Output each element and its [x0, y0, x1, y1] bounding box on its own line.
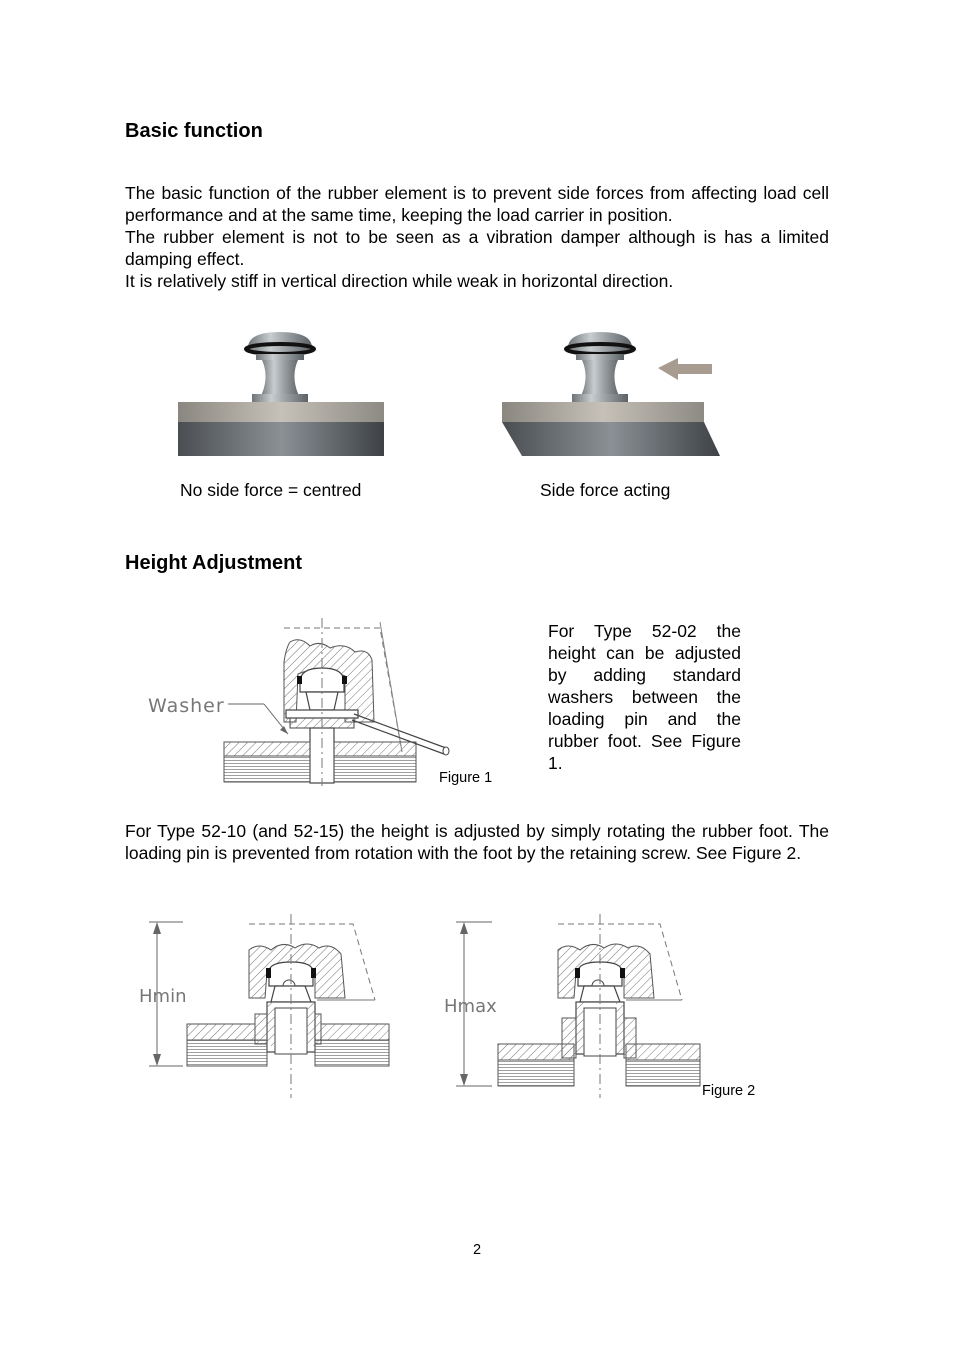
- caption-side-force: Side force acting: [540, 480, 671, 500]
- image-foot-centred: [176, 328, 386, 458]
- caption-no-side-force: No side force = centred: [180, 480, 362, 500]
- paragraph: The rubber element is not to be seen as a vibration damper although is has a limited damping effect.: [125, 227, 829, 269]
- paragraph: It is relatively stiff in vertical direction while weak in horizontal direction.: [125, 271, 674, 291]
- hmin-label: Hmin: [139, 986, 187, 1007]
- figure-2-label: Figure 2: [702, 1083, 756, 1099]
- image-foot-side-force: [498, 328, 728, 458]
- paragraph: The basic function of the rubber element is to prevent side forces from affecting load cell performance and at the same time, keeping the load carrier in position.: [125, 183, 829, 225]
- washer-label: Washer: [148, 695, 225, 717]
- page-number: 2: [472, 1242, 482, 1258]
- basic-function-text: [125, 182, 829, 292]
- figure-2-hmax-drawing: [438, 910, 708, 1100]
- heading-basic-function: Basic function: [125, 120, 263, 142]
- figure-1-drawing: [140, 612, 480, 787]
- figure-2-hmin-drawing: [135, 910, 395, 1100]
- arrow-left-icon: [658, 358, 712, 380]
- paragraph: For Type 52-02 the height can be adjusted by adding standard washers between the loading pin and the rubber foot. See Figure 1.: [548, 621, 741, 773]
- type-52-10-text: [125, 820, 829, 864]
- heading-height-adjustment: Height Adjustment: [125, 552, 303, 574]
- figure-1-label: Figure 1: [439, 770, 493, 786]
- hmax-label: Hmax: [444, 996, 497, 1017]
- type-52-02-text: [548, 620, 741, 774]
- paragraph: For Type 52-10 (and 52-15) the height is adjusted by simply rotating the rubber foot. The loading pin is prevented from rotation with the foot by the retaining screw. See Figure 2.: [125, 821, 829, 863]
